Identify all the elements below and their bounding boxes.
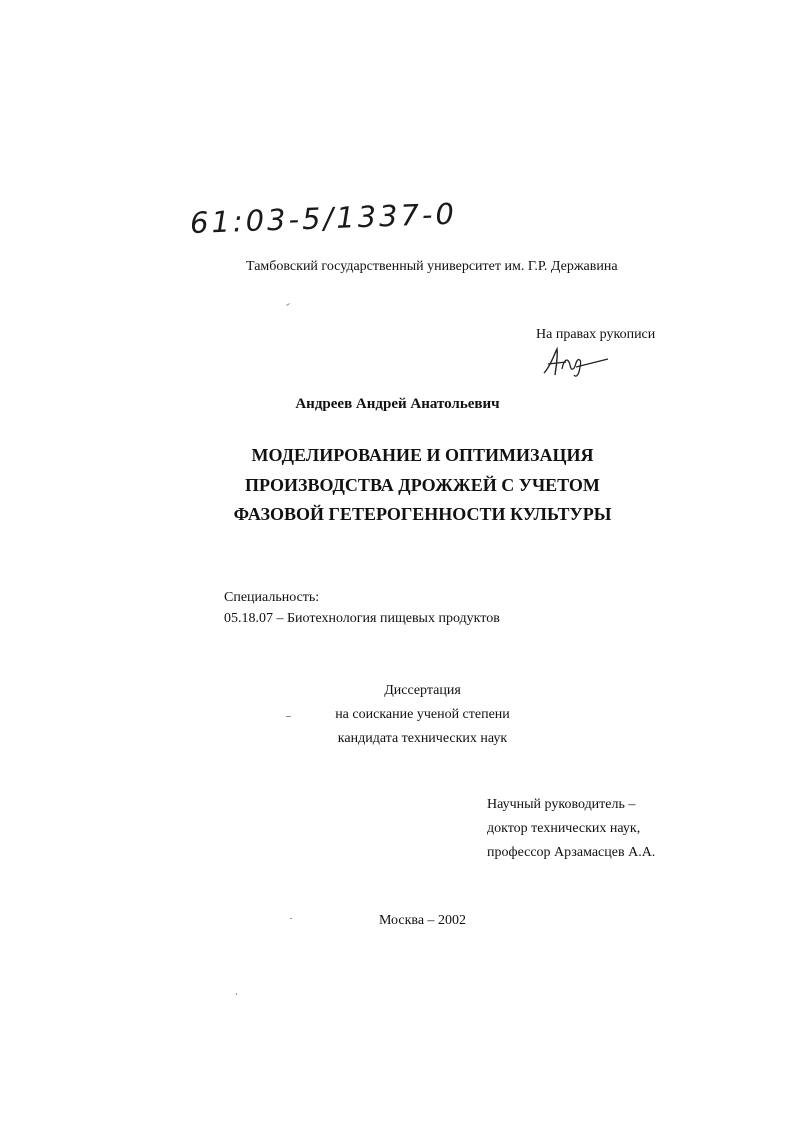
scan-speck xyxy=(286,303,290,306)
catalog-number: 61:03-5/1337-0 xyxy=(189,196,458,240)
advisor-line: профессор Арзамасцев А.А. xyxy=(487,845,656,860)
manuscript-rights-note: На правах рукописи xyxy=(536,327,656,342)
degree-line: кандидата технических наук xyxy=(337,731,508,746)
scan-speck xyxy=(236,993,237,995)
degree-line: Диссертация xyxy=(384,683,461,698)
title-line: МОДЕЛИРОВАНИЕ И ОПТИМИЗАЦИЯ xyxy=(251,445,594,465)
scientific-advisor xyxy=(487,793,655,865)
title-line: ПРОИЗВОДСТВА ДРОЖЖЕЙ С УЧЕТОМ xyxy=(245,474,600,495)
dissertation-title xyxy=(0,441,795,530)
university-name: Тамбовский государственный университет им. Г.Р. Державина xyxy=(246,259,618,274)
degree-line: на соискание ученой степени xyxy=(335,707,510,722)
advisor-line: Научный руководитель – xyxy=(487,797,636,812)
author-name: Андреев Андрей Анатольевич xyxy=(295,396,500,412)
specialty-value: 05.18.07 – Биотехнология пищевых продуктов xyxy=(224,611,500,626)
specialty-label: Специальность: xyxy=(224,590,320,605)
city-year: Москва – 2002 xyxy=(378,913,467,928)
scan-speck xyxy=(286,716,291,717)
degree-statement xyxy=(0,679,795,751)
advisor-line: доктор технических наук, xyxy=(487,821,641,836)
title-line: ФАЗОВОЙ ГЕТЕРОГЕННОСТИ КУЛЬТУРЫ xyxy=(233,504,612,524)
scan-speck xyxy=(290,918,292,919)
signature-icon xyxy=(540,345,610,379)
